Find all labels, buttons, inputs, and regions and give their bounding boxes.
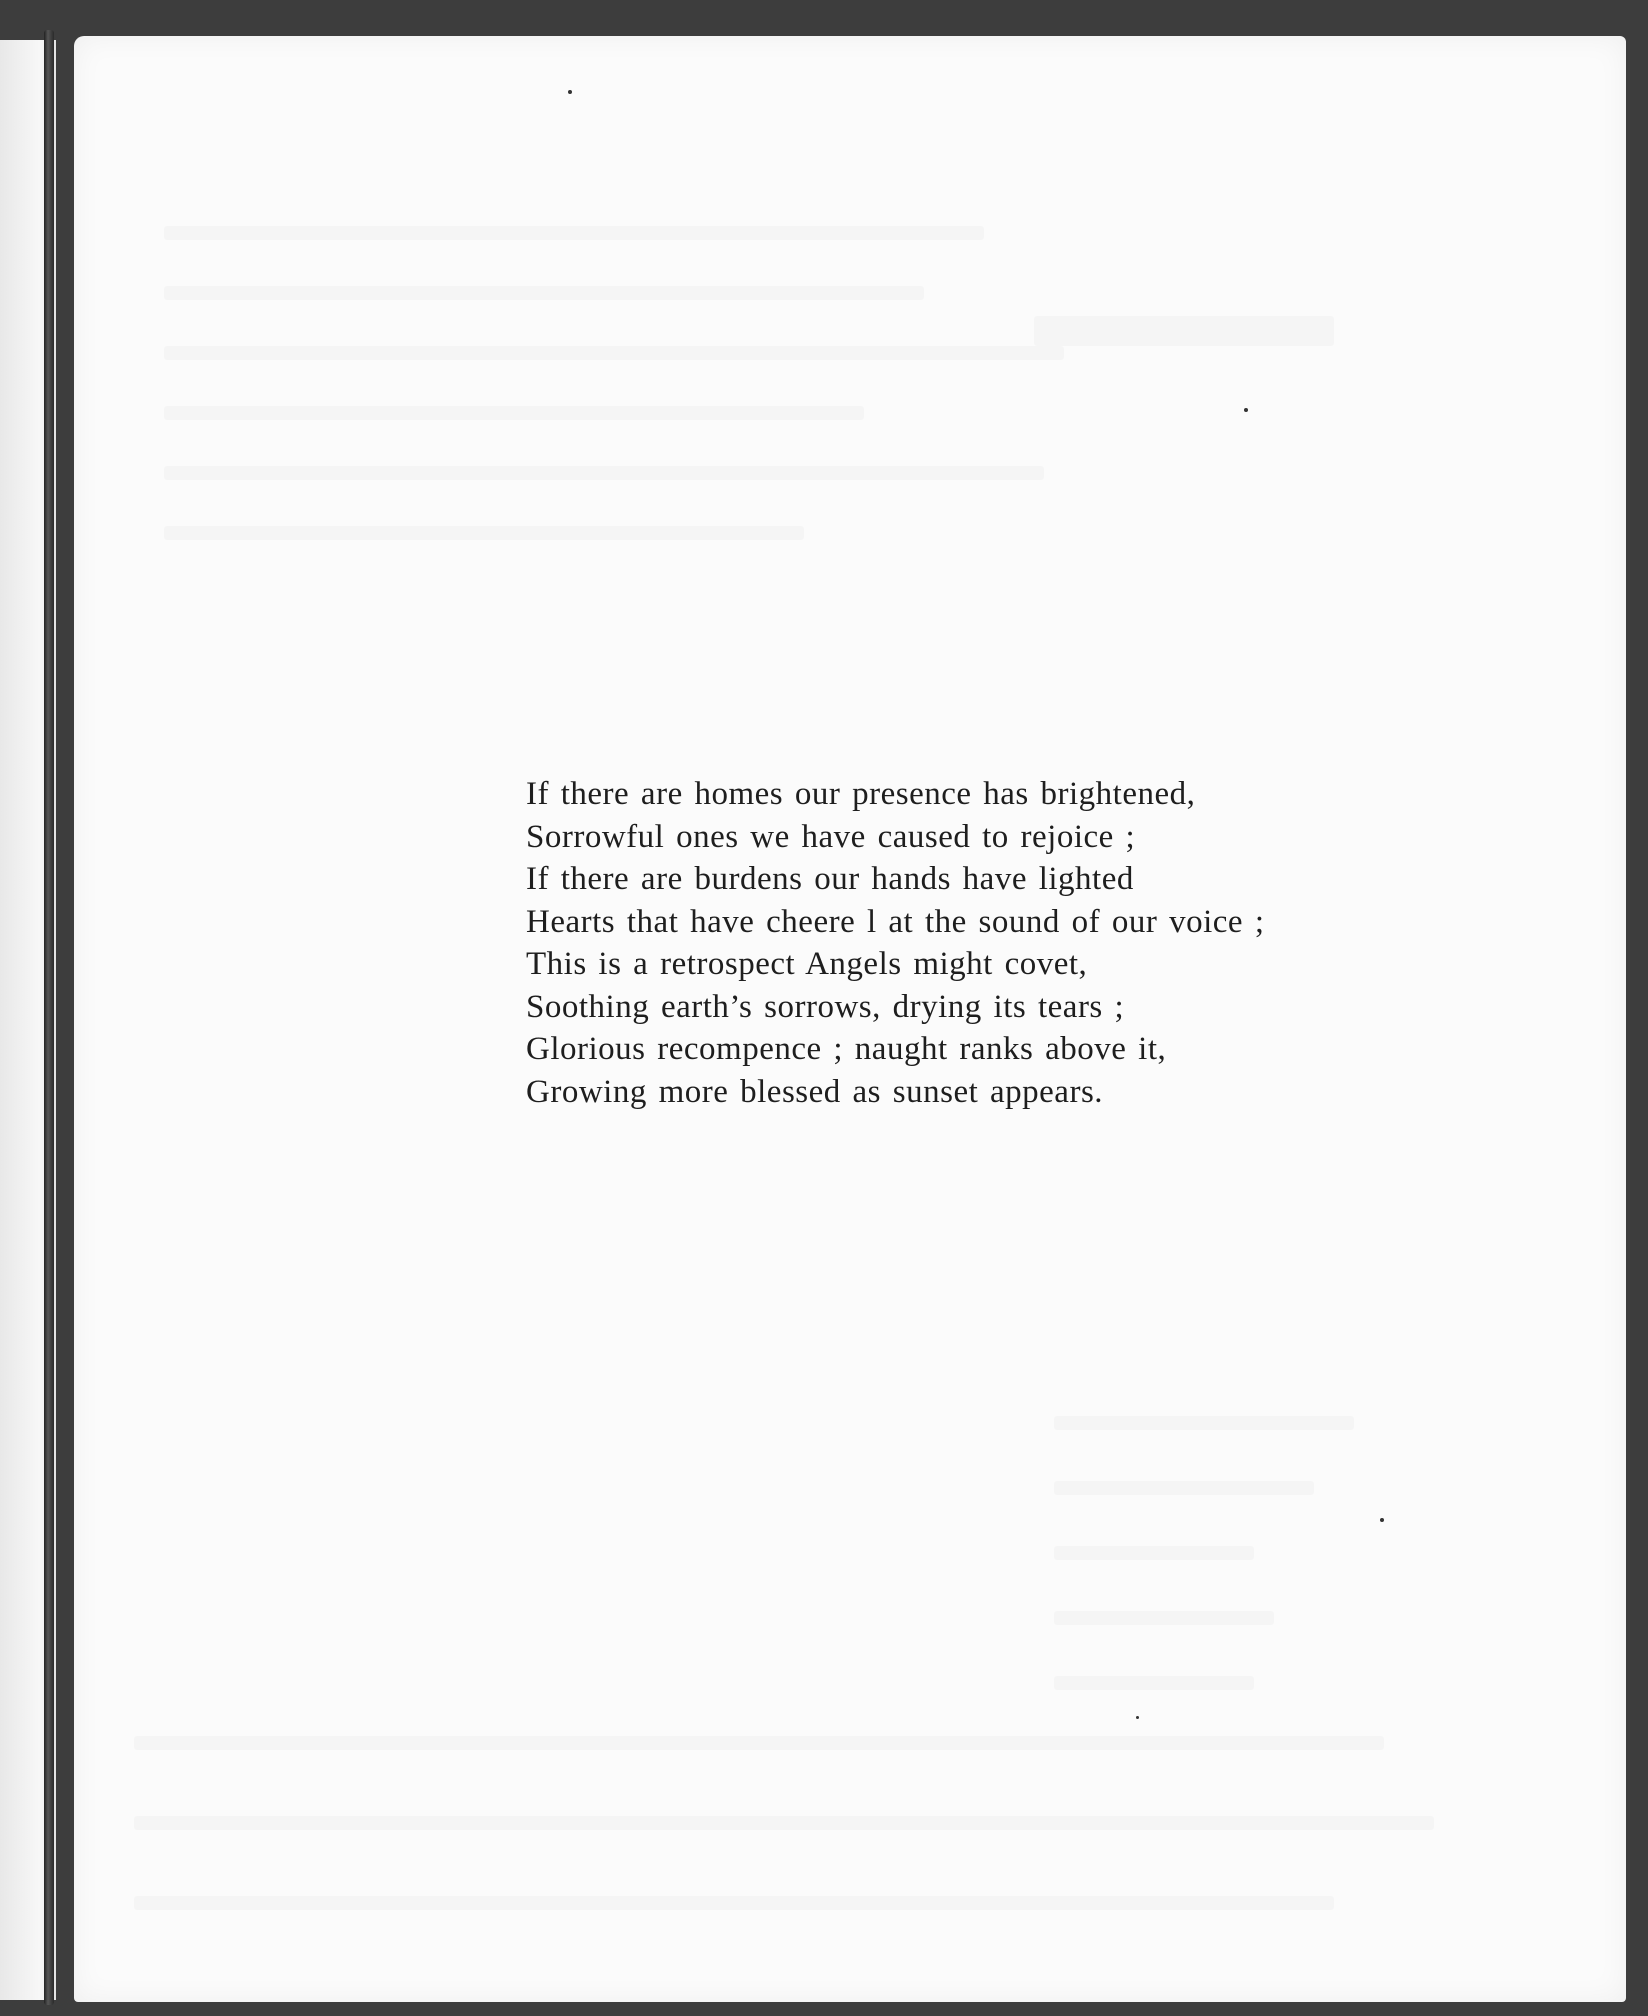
poem-line: If there are homes our presence has brightened,	[526, 776, 1196, 812]
dust-speck	[1380, 1518, 1384, 1522]
dust-speck	[568, 90, 572, 94]
poem-line: Hearts that have cheere l at the sound of our voice ;	[526, 903, 1265, 940]
dust-speck	[1244, 408, 1248, 412]
poem-line: This is a retrospect Angels might covet,	[526, 946, 1088, 982]
poem-line: Glorious recompence ; naught ranks above it,	[526, 1031, 1167, 1067]
poem-stanza	[526, 773, 1264, 1113]
poem-line: Soothing earth’s sorrows, drying its tears ;	[526, 988, 1125, 1025]
poem-line: Growing more blessed as sunset appears.	[526, 1073, 1104, 1110]
poem-line: If there are burdens our hands have lighted	[526, 861, 1134, 897]
book-binding	[44, 30, 54, 2005]
dust-speck	[1136, 1716, 1139, 1719]
book-page	[74, 36, 1626, 2002]
poem-line: Sorrowful ones we have caused to rejoice ;	[526, 818, 1136, 855]
